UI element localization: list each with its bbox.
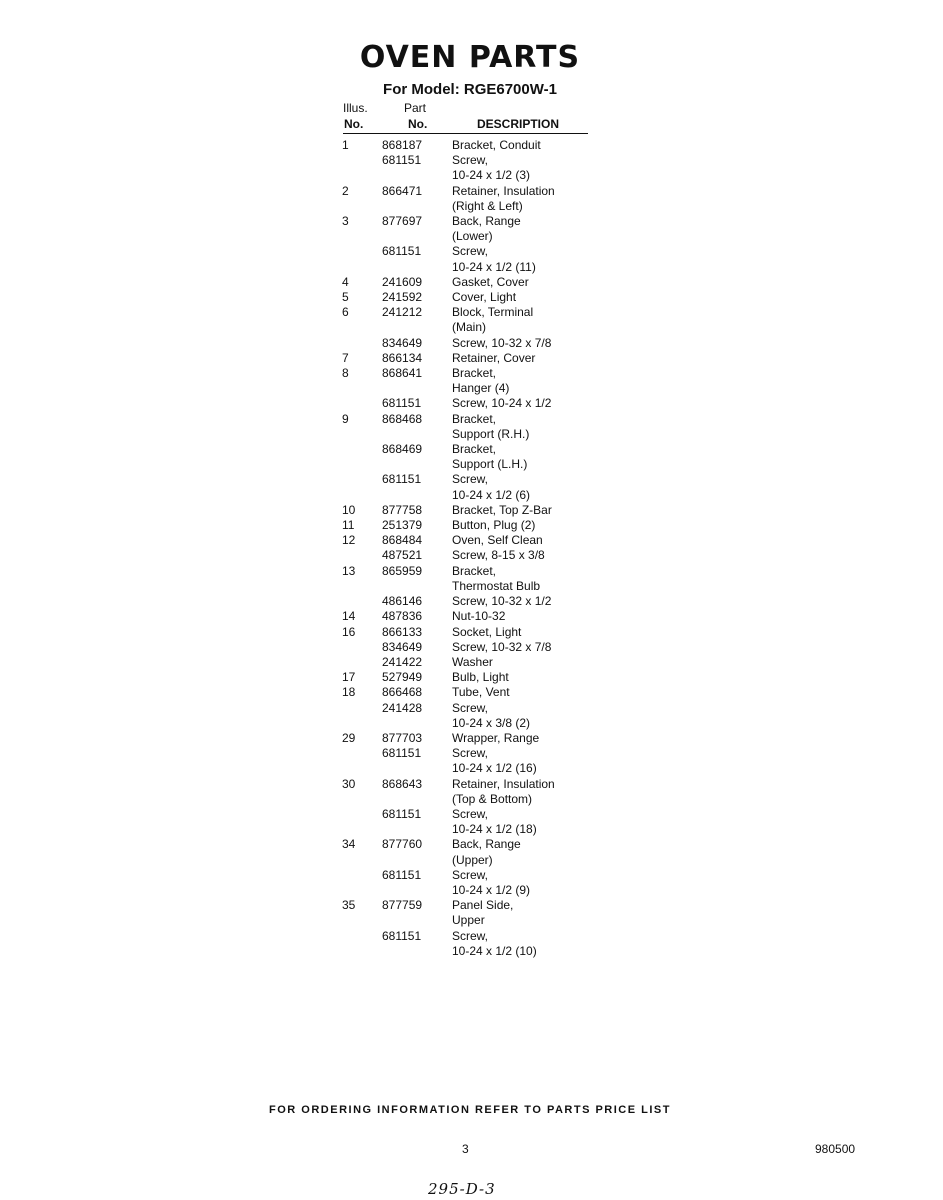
part-number: 877759 bbox=[382, 898, 423, 913]
part-description: Retainer, Insulation (Top & Bottom) bbox=[452, 776, 555, 806]
illus-number bbox=[338, 594, 382, 609]
part-number: 868484 bbox=[382, 533, 423, 548]
part-description: Screw, 10-24 x 1/2 (18) bbox=[452, 806, 537, 837]
description-header: DESCRIPTION bbox=[477, 117, 560, 131]
part-number: 681151 bbox=[382, 928, 422, 943]
part-description: Bulb, Light bbox=[452, 670, 509, 685]
illus-number: 29 bbox=[342, 730, 356, 745]
illus-number: 5 bbox=[342, 290, 349, 305]
part-row bbox=[338, 670, 598, 685]
part-description: Washer bbox=[452, 654, 493, 669]
part-description: Gasket, Cover bbox=[452, 274, 529, 289]
part-row bbox=[338, 153, 598, 183]
part-number: 865959 bbox=[382, 563, 423, 578]
part-number: 681151 bbox=[382, 867, 422, 882]
part-row bbox=[338, 837, 598, 867]
part-row bbox=[338, 746, 598, 776]
part-number: 868468 bbox=[382, 411, 423, 426]
illus-number: 1 bbox=[342, 138, 349, 152]
part-description: Tube, Vent bbox=[452, 685, 510, 700]
part-description: Screw, 10-24 x 1/2 (10) bbox=[452, 928, 537, 958]
illus-number: 2 bbox=[342, 183, 349, 198]
part-number: 877758 bbox=[382, 502, 423, 517]
part-number: 527949 bbox=[382, 670, 423, 685]
handwritten-note: 295-D-3 bbox=[428, 1180, 496, 1198]
part-description: Screw, 10-32 x 1/2 bbox=[452, 594, 552, 609]
part-description: Screw, 10-24 x 1/2 bbox=[452, 396, 552, 411]
illus-number: 3 bbox=[342, 214, 349, 229]
part-row bbox=[338, 533, 598, 548]
part-number: 866133 bbox=[382, 624, 423, 639]
part-description: Button, Plug (2) bbox=[452, 518, 536, 533]
part-description: Panel Side, Upper bbox=[452, 898, 514, 928]
document-number: 980500 bbox=[815, 1142, 856, 1156]
illus-number: 30 bbox=[342, 776, 356, 791]
part-number: 834649 bbox=[382, 639, 423, 654]
part-number: 877760 bbox=[382, 837, 423, 852]
illus-number: 34 bbox=[342, 837, 356, 852]
part-row bbox=[338, 640, 598, 655]
part-row bbox=[338, 472, 598, 502]
illus-number: 18 bbox=[342, 685, 356, 700]
part-row bbox=[338, 244, 598, 274]
part-row bbox=[338, 548, 598, 563]
part-number: 241609 bbox=[382, 274, 423, 289]
part-description: Back, Range (Upper) bbox=[452, 837, 521, 867]
illus-number bbox=[338, 640, 382, 655]
illus-number bbox=[338, 655, 382, 670]
part-row bbox=[338, 685, 598, 700]
part-number: 866471 bbox=[382, 183, 423, 198]
part-row bbox=[338, 609, 598, 624]
part-row bbox=[338, 351, 598, 366]
part-number: 877703 bbox=[382, 730, 423, 745]
part-number: 681151 bbox=[382, 806, 422, 821]
illus-number bbox=[338, 807, 382, 837]
part-row bbox=[338, 777, 598, 807]
part-row bbox=[338, 412, 598, 442]
illus-number: 16 bbox=[342, 624, 356, 639]
part-row bbox=[338, 625, 598, 640]
part-description: Bracket, Support (L.H.) bbox=[452, 442, 528, 472]
part-number: 866134 bbox=[382, 350, 423, 365]
part-row bbox=[338, 655, 598, 670]
illus-number bbox=[338, 472, 382, 502]
illus-number: 10 bbox=[342, 502, 356, 517]
part-description: Screw, 10-24 x 1/2 (9) bbox=[452, 867, 531, 897]
part-description: Screw, 10-32 x 7/8 bbox=[452, 335, 552, 350]
part-description: Back, Range (Lower) bbox=[452, 214, 521, 244]
illus-header-line2: No. bbox=[344, 117, 364, 131]
part-number: 241422 bbox=[382, 654, 423, 669]
illus-number: 11 bbox=[342, 518, 355, 533]
illus-number: 13 bbox=[342, 563, 356, 578]
part-description: Screw, 8-15 x 3/8 bbox=[452, 548, 545, 563]
illus-number bbox=[338, 548, 382, 563]
illus-number: 12 bbox=[342, 533, 356, 548]
part-number: 868641 bbox=[382, 366, 423, 381]
part-number: 241212 bbox=[382, 305, 423, 320]
part-number: 868187 bbox=[382, 138, 423, 152]
part-number: 681151 bbox=[382, 396, 422, 411]
part-header-line2: No. bbox=[408, 117, 428, 131]
illus-number bbox=[338, 868, 382, 898]
page-title: OVEN PARTS bbox=[359, 40, 581, 75]
part-number: 251379 bbox=[382, 518, 423, 533]
part-row bbox=[338, 366, 598, 396]
illus-number bbox=[338, 244, 382, 274]
part-row bbox=[338, 305, 598, 335]
part-number: 868469 bbox=[382, 442, 423, 457]
part-number: 866468 bbox=[382, 685, 423, 700]
part-row bbox=[338, 184, 598, 214]
illus-number bbox=[338, 701, 382, 731]
part-description: Retainer, Cover bbox=[452, 350, 536, 365]
header-divider bbox=[343, 133, 588, 134]
part-number: 681151 bbox=[382, 153, 422, 168]
part-description: Retainer, Insulation (Right & Left) bbox=[452, 183, 555, 213]
part-header-line1: Part bbox=[404, 101, 427, 115]
part-number: 877697 bbox=[382, 214, 423, 229]
part-description: Wrapper, Range bbox=[452, 730, 540, 745]
part-row bbox=[338, 518, 598, 533]
part-row bbox=[338, 214, 598, 244]
part-row bbox=[338, 503, 598, 518]
model-subtitle: For Model: RGE6700W-1 bbox=[383, 81, 557, 98]
part-description: Screw, 10-32 x 7/8 bbox=[452, 639, 552, 654]
illus-number: 8 bbox=[342, 366, 349, 381]
part-row bbox=[338, 701, 598, 731]
ordering-note: FOR ORDERING INFORMATION REFER TO PARTS PRICE LIST bbox=[269, 1104, 671, 1116]
part-description: Nut-10-32 bbox=[452, 609, 506, 624]
part-number: 681151 bbox=[382, 244, 422, 259]
part-number: 487521 bbox=[382, 548, 423, 563]
part-description: Screw, 10-24 x 1/2 (11) bbox=[452, 244, 536, 274]
part-description: Oven, Self Clean bbox=[452, 533, 543, 548]
part-row bbox=[338, 396, 598, 411]
part-number: 487836 bbox=[382, 609, 423, 624]
part-number: 834649 bbox=[382, 335, 423, 350]
illus-number: 35 bbox=[342, 898, 356, 913]
part-number: 241592 bbox=[382, 290, 423, 305]
part-description: Screw, 10-24 x 1/2 (6) bbox=[452, 472, 531, 502]
part-row bbox=[338, 138, 598, 153]
illus-number bbox=[338, 396, 382, 411]
page-number: 3 bbox=[462, 1142, 469, 1156]
part-row bbox=[338, 564, 598, 594]
illus-number bbox=[338, 336, 382, 351]
part-row bbox=[338, 442, 598, 472]
part-number: 241428 bbox=[382, 700, 423, 715]
part-description: Bracket, Top Z-Bar bbox=[452, 502, 552, 517]
illus-number: 6 bbox=[342, 305, 349, 320]
part-description: Screw, 10-24 x 1/2 (3) bbox=[452, 153, 531, 183]
part-row bbox=[338, 731, 598, 746]
illus-number bbox=[338, 746, 382, 776]
part-description: Bracket, Hanger (4) bbox=[452, 366, 510, 396]
part-row bbox=[338, 275, 598, 290]
part-description: Bracket, Thermostat Bulb bbox=[452, 563, 541, 593]
part-description: Screw, 10-24 x 3/8 (2) bbox=[452, 700, 531, 730]
part-description: Block, Terminal (Main) bbox=[452, 305, 534, 335]
illus-number: 7 bbox=[342, 350, 349, 365]
part-row bbox=[338, 898, 598, 928]
part-row bbox=[338, 594, 598, 609]
illus-number: 17 bbox=[342, 670, 356, 685]
part-number: 868643 bbox=[382, 776, 423, 791]
part-row bbox=[338, 929, 598, 959]
part-number: 681151 bbox=[382, 746, 422, 761]
illus-number bbox=[338, 153, 382, 183]
part-row bbox=[338, 807, 598, 837]
part-description: Bracket, Conduit bbox=[452, 138, 541, 152]
part-row bbox=[338, 868, 598, 898]
part-row bbox=[338, 290, 598, 305]
illus-number: 14 bbox=[342, 609, 356, 624]
part-description: Socket, Light bbox=[452, 624, 522, 639]
illus-number bbox=[338, 929, 382, 959]
illus-number bbox=[338, 442, 382, 472]
part-row bbox=[338, 336, 598, 351]
part-number: 486146 bbox=[382, 594, 423, 609]
illus-number: 9 bbox=[342, 411, 349, 426]
illus-number: 4 bbox=[342, 274, 349, 289]
part-number: 681151 bbox=[382, 472, 422, 487]
part-description: Cover, Light bbox=[452, 290, 517, 305]
part-description: Screw, 10-24 x 1/2 (16) bbox=[452, 746, 537, 776]
part-description: Bracket, Support (R.H.) bbox=[452, 411, 530, 441]
illus-header-line1: Illus. bbox=[343, 101, 368, 115]
parts-list bbox=[338, 138, 598, 959]
